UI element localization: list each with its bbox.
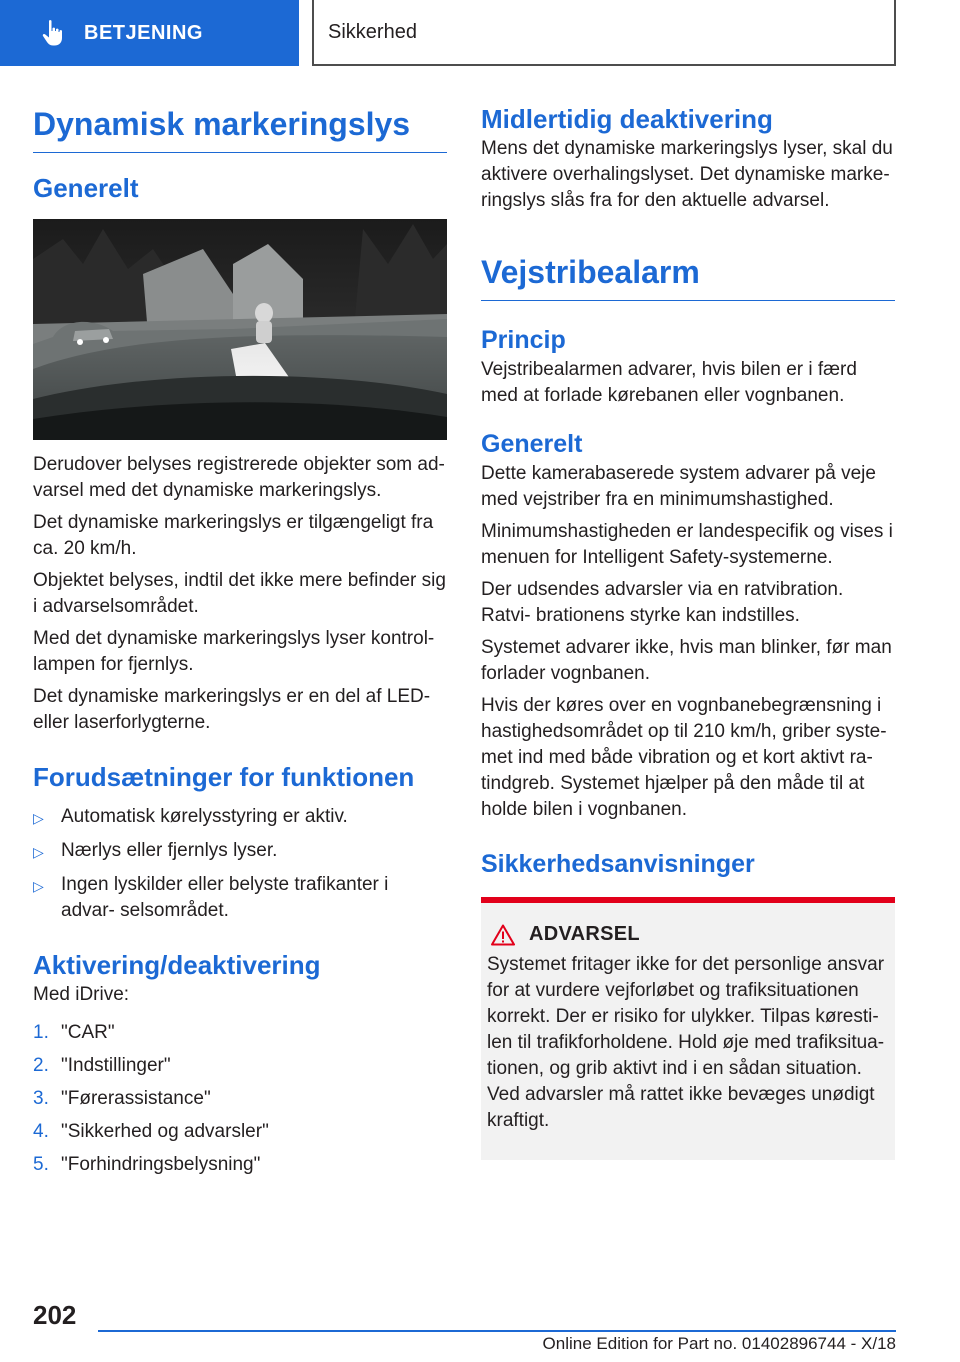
requirements-heading: Forudsætninger for funktionen [33,762,415,792]
main-title-left: Dynamisk markeringslys [33,96,447,153]
right-column [481,102,895,1160]
triangle-bullet-icon: ▷ [33,810,44,826]
list-item: 3. "Førerassistance" [33,1088,211,1109]
general-paragraph: Systemet advarer ikke, hvis man blinker, før man forlader vognbanen. [481,637,892,684]
list-item: 4. "Sikkerhed og advarsler" [33,1121,269,1142]
general-paragraph: Det dynamiske markeringslys er tilgængeligt fra ca. 20 km/h. [33,512,434,559]
safety-heading: Sikkerhedsanvisninger [481,850,755,878]
activation-intro: Med iDrive: [33,984,130,1005]
general-paragraph: Der udsendes advarsler via en ratvibration. Ratvi‐ brationens styrke kan indstilles. [481,579,844,626]
general-paragraph: Minimumshastigheden er landespecifik og vises i menuen for Intelligent Safety-systemerne. [481,521,893,568]
principle-text: Vejstribealarmen advarer, hvis bilen er i færd med at forlade kørebanen eller vognbanen. [481,359,857,406]
general-paragraph: Det dynamiske markeringslys er en del af LED- eller laserforlygterne. [33,686,431,733]
footer-edition: Online Edition for Part no. 01402896744 - X/18 [542,1334,896,1353]
list-item: 2. "Indstillinger" [33,1055,171,1076]
general-heading-right: Generelt [481,430,583,458]
temp-deactivation-heading: Midlertidig deaktivering [481,104,773,134]
hand-pointer-icon [40,19,66,47]
activation-steps [33,1020,447,1178]
general-paragraph: Objektet belyses, indtil det ikke mere befinder sig i advarselsområdet. [33,570,446,617]
activation-heading: Aktivering/deaktivering [33,950,321,980]
night-road-pedestrian-illustration [33,219,447,440]
general-paragraph: Derudover belyses registrerede objekter som ad‐ varsel med det dynamiske markeringslys. [33,454,445,501]
list-item: 1. "CAR" [33,1022,115,1043]
temp-deactivation-text: Mens det dynamiske markeringslys lyser, skal du aktivere overhalingslyset. Det dynamiske marke‐ ringslys slås fra for den aktuelle advarsel. [481,138,893,211]
footer-divider [98,1330,896,1332]
chapter-tab [0,0,299,66]
left-column [33,96,447,1185]
section-label: Sikkerhed [328,20,417,43]
general-paragraph: Dette kamerabaserede system advarer på veje med vejstriber fra en minimumshastighed. [481,463,876,510]
warning-box [481,897,895,1160]
warning-triangle-icon [491,924,515,946]
general-paragraph: Med det dynamiske markeringslys lyser kontrol‐ lampen for fjernlys. [33,628,435,675]
warning-header [491,923,887,946]
warning-title: ADVARSEL [529,923,640,945]
section-header [312,0,896,66]
list-item: ▷ Nærlys eller fjernlys lyser. [33,838,447,865]
principle-heading: Princip [481,326,566,354]
chapter-label: BETJENING [84,21,203,44]
triangle-bullet-icon: ▷ [33,878,44,894]
general-paragraph: Hvis der køres over en vognbanebegrænsning i hastighedsområdet op til 210 km/h, griber syste‐ met ind med både vibration og et kort aktivt ra‐ tindgreb. Systemet hjælper på den måde til at holde bilen i vognbanen. [481,695,887,820]
list-item: ▷ Ingen lyskilder eller belyste trafikanter i advar‐ selsområdet. [33,872,447,924]
general-heading-left: Generelt [33,173,139,203]
main-title-right: Vejstribealarm [481,244,895,301]
triangle-bullet-icon: ▷ [33,844,44,860]
warning-text: Systemet fritager ikke for det personlige ansvar for at vurdere vejforløbet og trafiksituationen korrekt. Der er risiko for ulykker. Tilpas køresti‐ len til trafikforholdene. Hold øje med trafiksitua‐ tionen, og grib aktivt ind i en sådan situation. Ved advarsler må rattet ikke bevæges unødigt kraftigt. [487,954,885,1131]
requirements-list [33,804,447,924]
list-item: ▷ Automatisk kørelysstyring er aktiv. [33,804,447,831]
list-item: 5. "Forhindringsbelysning" [33,1154,261,1175]
page-number: 202 [33,1300,77,1330]
